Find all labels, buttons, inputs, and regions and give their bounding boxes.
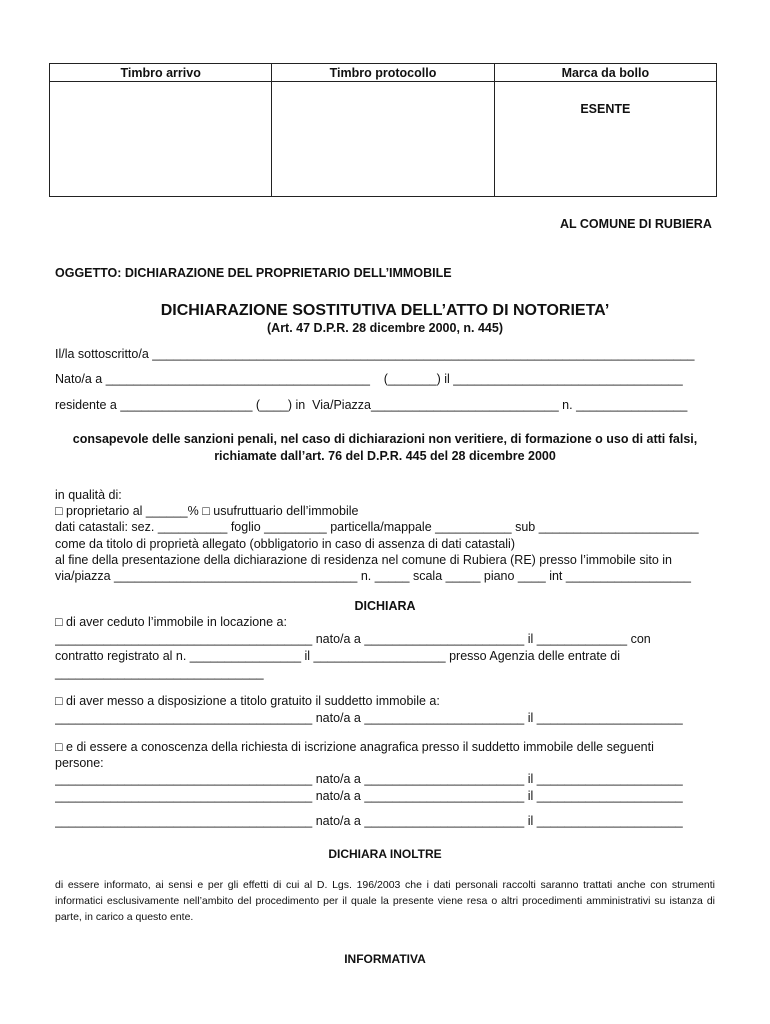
esente-label: ESENTE	[580, 102, 631, 116]
field-persona-1[interactable]: _____________________________________ nato/a a _______________________ il _____________________	[55, 772, 683, 786]
field-dati-catastali[interactable]: dati catastali: sez. __________ foglio _________ particella/mappale ___________ sub _______________________	[55, 520, 699, 534]
field-comodato-persona[interactable]: _____________________________________ nato/a a _______________________ il _____________________	[55, 711, 683, 725]
stamp-area-bollo	[494, 82, 716, 197]
header-marca-da-bollo: Marca da bollo	[494, 64, 716, 82]
header-timbro-protocollo: Timbro protocollo	[272, 64, 494, 82]
subject: OGGETTO: DICHIARAZIONE DEL PROPRIETARIO DELL’IMMOBILE	[55, 266, 452, 280]
field-locazione-persona[interactable]: _____________________________________ nato/a a _______________________ il _____________ con	[55, 632, 651, 646]
field-locazione-agenzia[interactable]: ______________________________	[55, 666, 264, 680]
stamp-area-arrivo	[50, 82, 272, 197]
qualita-proprietario[interactable]: □ proprietario al ______% □ usufruttuario dell’immobile	[55, 504, 359, 518]
stamp-table	[49, 63, 717, 197]
warning-line-1: consapevole delle sanzioni penali, nel caso di dichiarazioni non veritiere, di formazione o uso di atti falsi,	[72, 432, 698, 446]
document-title: DICHIARAZIONE SOSTITUTIVA DELL’ATTO DI NOTORIETA’	[160, 302, 610, 319]
stamp-area-protocollo	[272, 82, 494, 197]
field-residente[interactable]: residente a ___________________ (____) in Via/Piazza___________________________ n. ________________	[55, 398, 688, 412]
persone-label: persone:	[55, 756, 104, 770]
informativa-heading: INFORMATIVA	[344, 952, 426, 966]
persone-checkbox[interactable]: □ e di essere a conoscenza della richiesta di iscrizione anagrafica presso il suddetto immobile delle seguenti	[55, 740, 654, 754]
privacy-statement: di essere informato, ai sensi e per gli effetti di cui al D. Lgs. 196/2003 che i dati personali raccolti saranno trattati anche con strumenti informatici esclusivamente nell’ambito del procedimento per il quale la presente viene resa o altri procedimenti amministrativi su istanza di parte, in carico a questo ente.	[55, 879, 715, 923]
field-indirizzo-immobile[interactable]: via/piazza ___________________________________ n. _____ scala _____ piano ____ int __________________	[55, 569, 692, 583]
qualita-label: in qualità di:	[55, 488, 122, 502]
document-title-reference: (Art. 47 D.P.R. 28 dicembre 2000, n. 445)	[267, 321, 503, 335]
field-sottoscritto[interactable]: Il/la sottoscritto/a ______________________________________________________________________________	[55, 347, 695, 361]
header-timbro-arrivo: Timbro arrivo	[50, 64, 272, 82]
field-locazione-contratto[interactable]: contratto registrato al n. ________________ il ___________________ presso Agenzia delle entrate di	[55, 649, 621, 663]
qualita-titolo: come da titolo di proprietà allegato (obbligatorio in caso di assenza di dati catastali)	[55, 537, 515, 551]
field-nato[interactable]: Nato/a a ______________________________________ (_______) il _________________________________	[55, 372, 683, 386]
dichiara-inoltre-heading: DICHIARA INOLTRE	[328, 847, 442, 861]
recipient: AL COMUNE DI RUBIERA	[560, 217, 712, 231]
locazione-checkbox[interactable]: □ di aver ceduto l’immobile in locazione a:	[55, 615, 287, 629]
warning-line-2: richiamate dall’art. 76 del D.P.R. 445 del 28 dicembre 2000	[214, 449, 556, 463]
qualita-finalita: al fine della presentazione della dichiarazione di residenza nel comune di Rubiera (RE) presso l’immobile sito in	[55, 553, 672, 567]
comodato-checkbox[interactable]: □ di aver messo a disposizione a titolo gratuito il suddetto immobile a:	[55, 694, 440, 708]
field-persona-2[interactable]: _____________________________________ nato/a a _______________________ il _____________________	[55, 789, 683, 803]
dichiara-heading: DICHIARA	[354, 599, 416, 613]
field-persona-3[interactable]: _____________________________________ nato/a a _______________________ il _____________________	[55, 814, 683, 828]
